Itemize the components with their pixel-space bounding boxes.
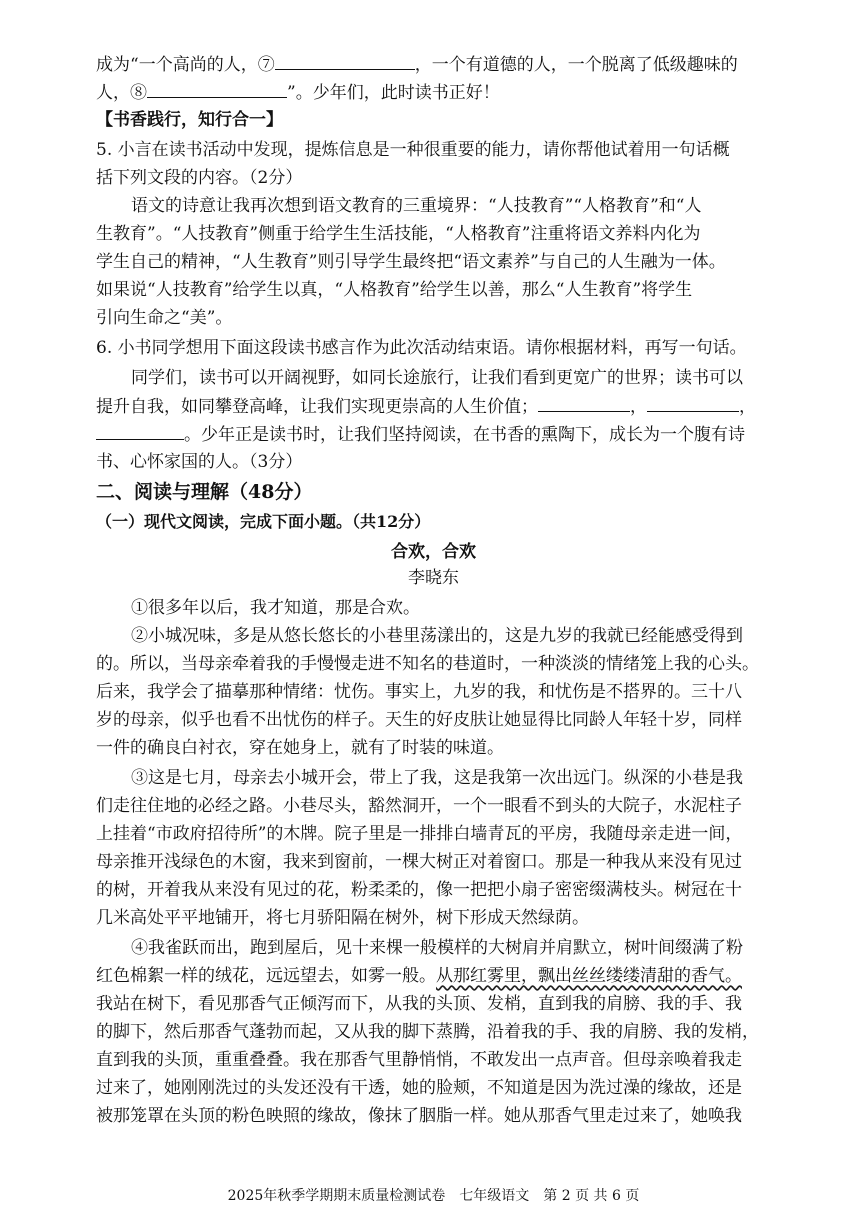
article-author: 李晓东 <box>408 568 459 588</box>
answer-blank-6a[interactable] <box>538 394 630 412</box>
article-paragraph-line <box>96 964 742 988</box>
text: 。少年正是读书时，让我们坚持阅读，在书香的熏陶下，成长为一个腹有诗 <box>184 425 745 445</box>
question-5-text: 如果说“人技教育”给学生以真，“人格教育”给学生以善，那么“人生教育”将学生 <box>96 280 693 300</box>
article-paragraph-line: ③这是七月，母亲去小城开会，带上了我，这是我第一次出远门。纵深的小巷是我 <box>131 768 743 788</box>
question-5-line: 括下列文段的内容。（2分） <box>96 168 303 188</box>
article-paragraph-line: 的。所以，当母亲牵着我的手慢慢走进不知名的巷道时，一种淡淡的情绪笼上我的心头。 <box>96 654 759 674</box>
article-paragraph-line: 们走往住地的必经之路。小巷尽头，豁然洞开，一个一眼看不到头的大院子，水泥柱子 <box>96 796 742 816</box>
question-5-text: 学生自己的精神，“人生教育”则引导学生最终把“语文素养”与自己的人生融为一体。 <box>96 252 726 272</box>
question-6-text <box>96 422 745 447</box>
article-paragraph-line: ②小城况味，多是从悠长悠长的小巷里荡漾出的，这是九岁的我就已经能感受得到 <box>131 626 743 646</box>
question-5-line: 5. 小言在读书活动中发现，提炼信息是一种很重要的能力，请你帮他试着用一句话概 <box>96 140 730 160</box>
passage-line <box>96 80 500 105</box>
part-heading: 二、阅读与理解（48分） <box>96 481 313 503</box>
page-footer: 2025年秋季学期期末质量检测试卷 七年级语文 第 2 页 共 6 页 <box>227 1188 640 1204</box>
answer-blank-6c[interactable] <box>96 422 184 440</box>
question-6-line: 6. 小书同学想用下面这段读书感言作为此次活动结束语。请你根据材料，再写一句话。 <box>96 338 747 358</box>
article-paragraph-line: 几米高处平平地铺开，将七月骄阳隔在树外，树下形成天然绿荫。 <box>96 908 589 928</box>
text: ”。少年们，此时读书正好！ <box>287 83 500 103</box>
article-paragraph-line: 直到我的头顶，重重叠叠。我在那香气里静悄悄，不敢发出一点声音。但母亲唤着我走 <box>96 1050 742 1070</box>
article-paragraph-line: ④我雀跃而出，跑到屋后，见十来棵一般模样的大树肩并肩默立，树叶间缀满了粉 <box>131 938 743 958</box>
question-5-text: 生教育”。“人技教育”侧重于给学生生活技能，“人格教育”注重将语文养料内化为 <box>96 224 701 244</box>
question-6-text <box>96 394 756 419</box>
article-paragraph-line: 岁的母亲，似乎也看不出忧伤的样子。天生的好皮肤让她显得比同龄人年轻十岁，同样 <box>96 710 742 730</box>
passage-line <box>96 52 738 77</box>
text: ，一个有道德的人，一个脱离了低级趣味的 <box>414 55 738 75</box>
wavy-underlined-sentence: 从那红雾里，飘出丝丝缕缕清甜的香气。 <box>436 966 742 986</box>
article-paragraph-line: 我站在树下，看见那香气正倾泻而下，从我的头顶、发梢，直到我的肩膀、我的手、我 <box>96 994 742 1014</box>
article-paragraph-line: 上挂着“市政府招待所”的木牌。院子里是一排排白墙青瓦的平房，我随母亲走进一间， <box>96 824 743 844</box>
subsection-heading: （一）现代文阅读，完成下面小题。（共12分） <box>96 512 431 531</box>
section-heading: 【书香践行，知行合一】 <box>96 110 283 130</box>
question-6-text: 书、心怀家国的人。（3分） <box>96 452 303 472</box>
question-5-text: 引向生命之“美”。 <box>96 308 233 328</box>
article-paragraph-line: 过来了，她刚刚洗过的头发还没有干透，她的脸颊，不知道是因为洗过澡的缘故，还是 <box>96 1078 742 1098</box>
text: ， <box>739 397 756 417</box>
answer-blank-8[interactable] <box>147 80 287 98</box>
question-6-text: 同学们，读书可以开阔视野，如同长途旅行，让我们看到更宽广的世界；读书可以 <box>131 368 743 388</box>
answer-blank-7[interactable] <box>275 52 415 70</box>
text: 成为“一个高尚的人，⑦ <box>96 55 275 75</box>
text: ， <box>630 397 647 417</box>
article-paragraph-line: 母亲推开浅绿色的木窗，我来到窗前，一棵大树正对着窗口。那是一种我从来没有见过 <box>96 852 742 872</box>
article-paragraph-line: 后来，我学会了描摹那种情绪：忧伤。事实上，九岁的我，和忧伤是不搭界的。三十八 <box>96 682 742 702</box>
text: 提升自我，如同攀登高峰，让我们实现更崇高的人生价值； <box>96 397 538 417</box>
article-paragraph-line: 的脚下，然后那香气蓬勃而起，又从我的脚下蒸腾，沿着我的手、我的肩膀、我的发梢， <box>96 1022 759 1042</box>
text: 人，⑧ <box>96 83 147 103</box>
answer-blank-6b[interactable] <box>647 394 739 412</box>
article-paragraph-line: 被那笼罩在头顶的粉色映照的缘故，像抹了胭脂一样。她从那香气里走过来了，她唤我 <box>96 1106 742 1126</box>
question-5-text: 语文的诗意让我再次想到语文教育的三重境界：“人技教育”“人格教育”和“人 <box>131 196 702 216</box>
article-title: 合欢，合欢 <box>391 542 476 562</box>
article-paragraph-line: 的树，开着我从来没有见过的花，粉柔柔的，像一把把小扇子密密缀满枝头。树冠在十 <box>96 880 742 900</box>
article-paragraph-line: 一件的确良白衬衣，穿在她身上，就有了时装的味道。 <box>96 738 504 758</box>
text: 红色棉絮一样的绒花，远远望去，如雾一般。 <box>96 966 436 986</box>
article-paragraph-line: ①很多年以后，我才知道，那是合欢。 <box>131 598 420 618</box>
